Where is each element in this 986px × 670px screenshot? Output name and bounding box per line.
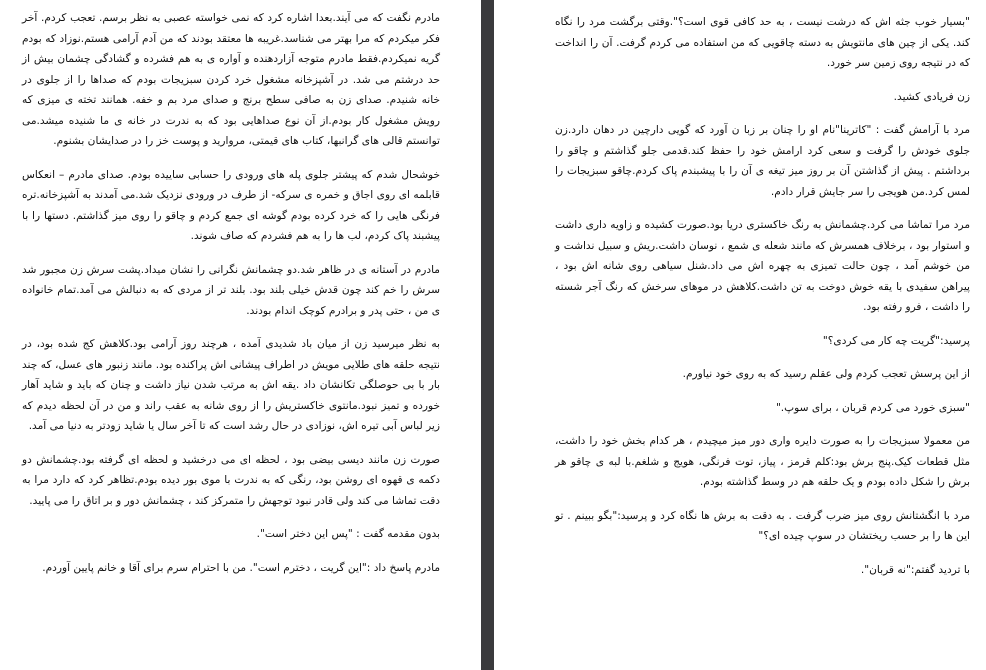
paragraph: مرد مرا تماشا می کرد.چشمانش به رنگ خاکستری دریا بود.صورت کشیده و زاویه داری داشت و استوار بود ، برخلاف همسرش که مانند شعله ی شمع ، نوسان داشت.ریش و سبیل نداشت و من خوشم آمد ، چون حالت تمیزی به چهره اش می داد.شنل سیاهی روی شانه اش بود ، پیراهن سفیدی با یقه خوش دوخت به تن داشت.کلاهش در موهای سرخش که رنگ آجر شسته را داشت ، فرو رفته بود. (555, 219, 970, 313)
right-page (494, 0, 986, 670)
paragraph: مادرم پاسخ داد :"این گریت ، دخترم است". من با احترام سرم برای آقا و خانم پایین آوردم. (42, 561, 440, 574)
paragraph: مرد با آرامش گفت : "کاترینا"نام او را چنان بر زبا ن آورد که گویی دارچین در دهان دارد.زن جلوی خودش را گرفت و سعی کرد ارامش خود را حفظ کند.قدمی جلو گذاشتم و چاقو را برداشتم . پیش از گذاشتن آن بر روز میز تیغه ی آن را با پیشبندم پاک کردم.چاقو سبزیجات را لمس کرد.من هویجی را سر جایش قرار دادم. (555, 124, 970, 198)
paragraph: به نظر میرسید زن از میان باد شدیدی آمده ، هرچند روز آرامی بود.کلاهش کج شده بود، در نتیجه حلقه های طلایی مویش در اطراف پیشانی اش پراکنده بود. مانند زنبور های عسل، که چند بار با بی حوصلگی تکانشان داد .یقه اش به مرتب شدن نیاز داشت و چنان که باید و شاید آهار خورده و تمیز نبود.مانتوی خاکستریش را از روی شانه به عقب راند و من در آن لحظه دیدم که زیر لباس آبی تیره اش، نوزادی در حال رشد است که تا آخر سال یا شاید زودتر به دنیا می آمد. (22, 338, 440, 432)
paragraph: مرد با انگشتانش روی میز ضرب گرفت . به دقت به برش ها نگاه کرد و پرسید:"بگو ببینم . تو این ها را بر حسب ریختشان در سوپ چیده ای؟" (555, 509, 970, 542)
paragraph: از این پرسش تعجب کردم ولی عقلم رسید که به روی خود نیاورم. (682, 368, 970, 380)
paragraph: با تردید گفتم:"نه قربان". (860, 563, 970, 576)
left-page-text (22, 8, 440, 591)
paragraph: "سبزی خورد می کردم قربان ، برای سوپ." (775, 401, 970, 414)
paragraph: پرسید:"گریت چه کار می کردی؟" (822, 334, 970, 347)
paragraph: بدون مقدمه گفت : "پس این دختر است". (256, 528, 440, 540)
paragraph: "بسیار خوب جثه اش که درشت نیست ، به حد کافی قوی است؟".وقتی برگشت مرد را نگاه کند. یکی از چین های مانتویش به دسته چاقویی که من استفاده می کردم گرفت. آن را انداخت که در نتیجه روی زمین سر خورد. (555, 16, 970, 69)
page-gutter (481, 0, 494, 670)
paragraph: مادرم نگفت که می آیند.بعدا اشاره کرد که نمی خواسته عصبی به نظر برسم. تعجب کردم. آخر فکر میکردم که مرا بهتر می شناسد.غریبه ها معتقد بودند که من آدم آرامی هستم.نوزاد که بودم گریه نمیکردم.فقط مادرم متوجه آزاردهنده و آواره ی به هم فشرده و گشادگی چشمان بیش از حد درشتم می شد. در آشپزخانه مشغول خرد کردن سبزیجات بودم که صداها را از جلوی در خانه شنیدم. صدای زن به صافی سطح برنج و صدای مرد بم و خفه. همانند تخته ی میزی که رویش مشغول کار بودم.از آن نوع صداهایی بود که به ندرت در خانه ی ما شنیده میشد.می توانستم قالی های گرانبها، کتاب های قیمتی، مروارید و پوست خز را در صدایشان بشنوم. (22, 12, 440, 147)
left-page (0, 0, 481, 670)
paragraph: مادرم در آستانه ی در ظاهر شد.دو چشمانش نگرانی را نشان میداد.پشت سرش زن مجبور شد سرش را خم کند چون قدش خیلی بلند بود. بلند تر از مردی که به دنبالش می آمد.تمام خانواده ی من ، حتی پدر و برادرم کوچک اندام بودند. (22, 263, 440, 317)
paragraph: زن فریادی کشید. (893, 90, 970, 103)
right-page-text (555, 12, 970, 593)
paragraph: من معمولا سبزیجات را به صورت دایره واری دور میز میچیدم ، هر کدام بخش خود را داشت، مثل قطعات کیک.پنج برش بود:کلم قرمز ، پیاز، توت فرنگی، هویج و شلغم.با لبه ی چاقو هر برش را شکل داده بودم و یک حلقه هم در وسط گذاشته بودم. (555, 435, 970, 488)
paragraph: خوشحال شدم که پیشتر جلوی پله های ورودی را حسابی ساییده بودم. صدای مادرم – انعکاس قابلمه ای روی اجاق و خمره ی سرکه- از طرف در ورودی نزدیک شد.می آمدند به آشپزخانه.تره فرنگی هایی را که خرد کرده بودم گوشه ای جمع کردم و چاقو را روی میز گذاشتم. دستها را با پیشبند پاک کردم، لب ها را به هم فشردم که صاف شوند. (22, 168, 440, 242)
paragraph: صورت زن مانند دیسی بیضی بود ، لحظه ای می درخشید و لحظه ای گرفته بود.چشمانش دو دکمه ی قهوه ای روشن بود، رنگی که به ندرت با موی بور دیده بودم.تظاهر کرد که دارد مرا به دقت تماشا می کند ولی قادر نبود توجهش را متمرکز کند ، چشمانش دور و بر اتاق را می پایید. (22, 453, 440, 507)
